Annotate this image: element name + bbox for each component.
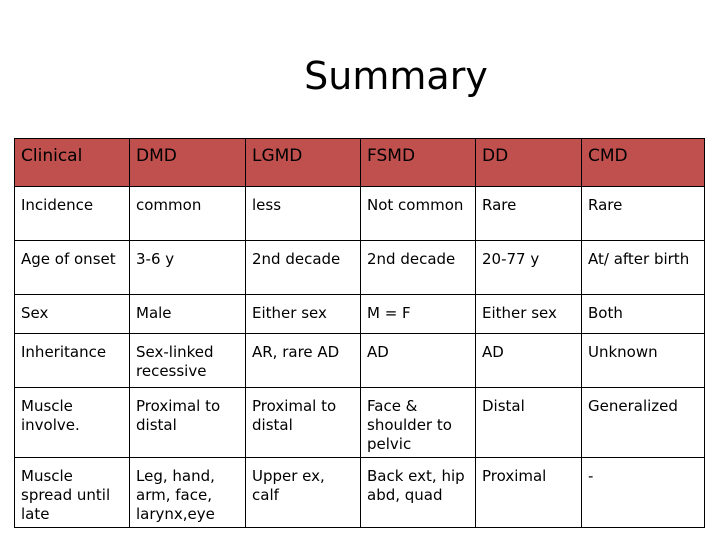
table-row-incidence [15,187,705,241]
table-cell: Leg, hand, arm, face, larynx,eye [130,458,246,528]
row-label-cell: Sex [15,295,130,334]
table-cell: - [582,458,705,528]
slide-title: Summary [304,54,488,98]
row-label-cell: Age of onset [15,241,130,295]
table-cell: Proximal to distal [246,388,361,458]
table-cell: Not common [361,187,476,241]
summary-table [14,138,705,528]
row-label-cell: Muscle spread until late [15,458,130,528]
table-cell: 20-77 y [476,241,582,295]
table-cell: 3-6 y [130,241,246,295]
header-cell-clinical: Clinical [15,139,130,187]
table-cell: Both [582,295,705,334]
table-cell: AD [361,334,476,388]
table-cell: Either sex [246,295,361,334]
header-cell-dd: DD [476,139,582,187]
header-cell-fsmd: FSMD [361,139,476,187]
header-cell-cmd: CMD [582,139,705,187]
table-cell: Face & shoulder to pelvic [361,388,476,458]
row-label-cell: Muscle involve. [15,388,130,458]
table-cell: M = F [361,295,476,334]
table-cell: AR, rare AD [246,334,361,388]
table-cell: At/ after birth [582,241,705,295]
table-cell: Back ext, hip abd, quad [361,458,476,528]
table-row-muscle-spread [15,458,705,528]
table-header-row [15,139,705,187]
table-cell: Proximal [476,458,582,528]
table-cell: Unknown [582,334,705,388]
table-cell: Distal [476,388,582,458]
table-row-inheritance [15,334,705,388]
table-cell: Proximal to distal [130,388,246,458]
header-cell-dmd: DMD [130,139,246,187]
row-label-cell: Inheritance [15,334,130,388]
table-cell: common [130,187,246,241]
table-cell: 2nd decade [246,241,361,295]
table-cell: Rare [582,187,705,241]
table-cell: less [246,187,361,241]
header-cell-lgmd: LGMD [246,139,361,187]
table-cell: Rare [476,187,582,241]
table-cell: Either sex [476,295,582,334]
table-cell: Upper ex, calf [246,458,361,528]
table-row-muscle-involve [15,388,705,458]
table-cell: AD [476,334,582,388]
row-label-cell: Incidence [15,187,130,241]
table-cell: Male [130,295,246,334]
table-row-sex [15,295,705,334]
table-cell: Sex-linked recessive [130,334,246,388]
table-cell: Generalized [582,388,705,458]
table-cell: 2nd decade [361,241,476,295]
table-row-age-of-onset [15,241,705,295]
